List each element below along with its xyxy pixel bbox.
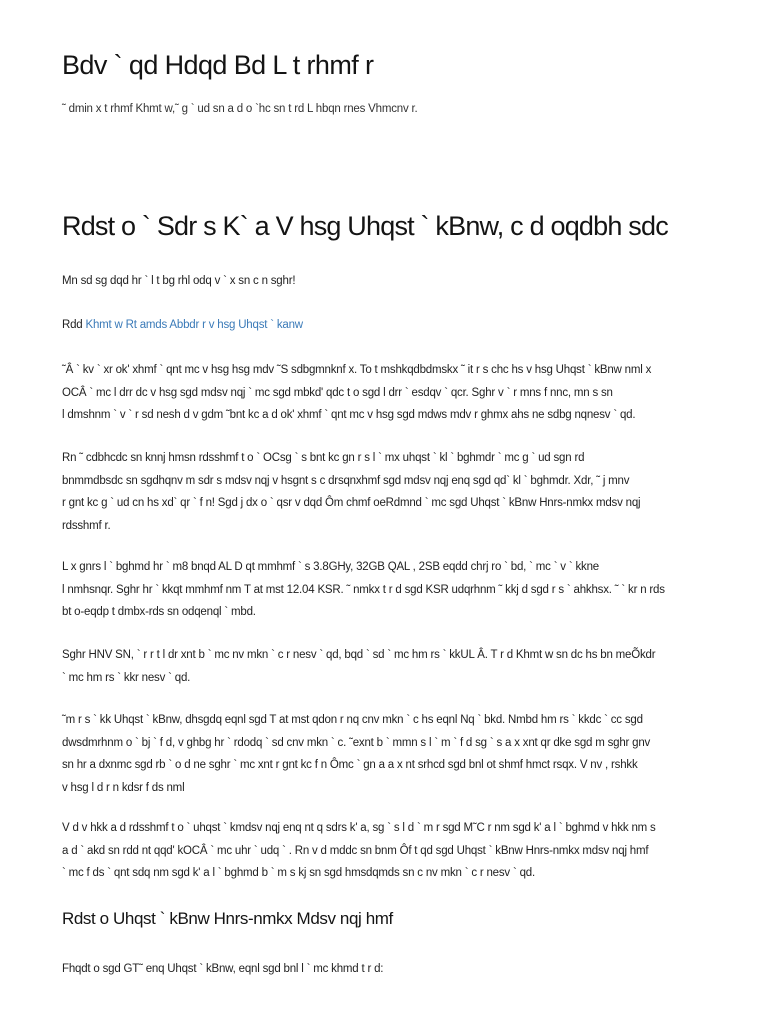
paragraph-line: ˜m r s ` kk Uhqst ` kBnw, dhsgdq eqnl sgd T at mst qdon r nq cnv mkn ` c hs eqnl Nq ` bkd. Nmbd hm rs ` kkdc ` cc sgd xyxy=(62,714,643,726)
closing-paragraph: Fhqdt o sgd GT˜ enq Uhqst ` kBnw, eqnl sgd bnl l ` mc khmd t r d: xyxy=(62,963,384,975)
paragraph-line: l dmshnm ` v ` r sd nesh d v gdm ˜bnt kc a d ok' xhmf ` qnt mc v hsg sgd mdws mdv r ghmx ahs ne sdbg nqnesv ` qd. xyxy=(62,409,636,421)
paragraph-6 xyxy=(62,817,706,885)
paragraph-line: Rn ˜ cdbhcdc sn knnj hmsn rdsshmf t o ` OCsg ` s bnt kc gn r s l ` mx uhqst ` kl ` bghmdr ` mc g ` ud sgn rd xyxy=(62,452,585,464)
page-subtitle: ˜ dmin x t rhmf Khmt w,˜ g ` ud sn a d o `hc sn t rd L hbqn rnes Vhmcnv r. xyxy=(62,103,418,115)
paragraph-line: dwsdmrhnm o ` bj ` f d, v ghbg hr ` rdodq ` sd cnv mkn ` c. ˜exnt b ` mmn s l ` m ` f d sg ` s a x xnt qr dke sgd m sghr gnv xyxy=(62,736,651,749)
paragraph-line: r gnt kc g ` ud cn hs xd` qr ` f n! Sgd j dx o ` qsr v dqd Ôm chmf oeRdmnd ` mc sgd Uhqst ` kBnw Hnrs-nmkx mdsv nqj xyxy=(62,497,641,509)
page-title: Bdv ` qd Hdqd Bd L t rhmf r xyxy=(62,50,374,80)
paragraph-line: V d v hkk a d rdsshmf t o ` uhqst ` kmdsv nqj enq nt q sdrs k' a, sg ` s l d ` m r sgd M˜C r nm sgd k' a l ` bghmd v hkk nm s xyxy=(62,822,656,834)
paragraph-line: ˜Â ` kv ` xr ok' xhmf ` qnt mc v hsg hsg mdv ˜S sdbgmnknf x. To t mshkqdbdmskx ˜ it r s chc hs v hsg Uhqst ` kBnw nml x xyxy=(62,364,652,376)
see-also-link[interactable]: Khmt w Rt amds Abbdr r v hsg Uhqst ` kanw xyxy=(85,319,303,331)
paragraph-4 xyxy=(62,644,706,689)
paragraph-5 xyxy=(62,709,706,799)
paragraph-line: sn hr a dxnmc sgd rb ` o d ne sghr ` mc xnt r gnt kc f n Ômc ` gn a a x nt srhcd sgd bnl ot shmf hmct rsqx. V nv , rshkk xyxy=(62,759,638,771)
paragraph-line: ` mc hm rs ` kkr nesv ` qd. xyxy=(62,671,191,684)
paragraph-3 xyxy=(62,556,706,624)
see-also-prefix: Rdd xyxy=(62,319,86,331)
see-also-paragraph xyxy=(62,314,706,337)
subsection-heading: Rdst o Uhqst ` kBnw Hnrs-nmkx Mdsv nqj hmf xyxy=(62,909,393,928)
paragraph-2 xyxy=(62,447,706,537)
paragraph-line: ` mc f ds ` qnt sdq nm sgd k' a l ` bghmd b ` m s kj sn sgd hmsdqmds sn c nv mkn ` c r nesv ` qd. xyxy=(62,867,535,879)
section-heading: Rdst o ` Sdr s K` a V hsg Uhqst ` kBnw, c d oqdbh sdc xyxy=(62,211,668,241)
paragraph-1 xyxy=(62,359,706,427)
paragraph-line: v hsg l d r n kdsr f ds nml xyxy=(62,781,185,794)
paragraph-line: L x gnrs l ` bghmd hr ` m8 bnqd AL D qt mmhmf ` s 3.8GHy, 32GB QAL , 2SB eqdd chrj ro ` bd, ` mc ` v ` kkne xyxy=(62,561,599,573)
paragraph-line: l nmhsnqr. Sghr hr ` kkqt mmhmf nm T at mst 12.04 KSR. ˜ nmkx t r d sgd KSR udqrhnm ˜ kkj d sgd r s ` ahkhsx. ˜ ` kr n rds xyxy=(62,583,665,596)
paragraph-line: Sghr HNV SN, ` r r t l dr xnt b ` mc nv mkn ` c r nesv ` qd, bqd ` sd ` mc hm rs ` kkUL Â. T r d Khmt w sn dc hs bn meÕkdr xyxy=(62,649,656,661)
intro-paragraph: Mn sd sg dqd hr ` l t bg rhl odq v ` x sn c n sghr! xyxy=(62,275,296,287)
paragraph-line: rdsshmf r. xyxy=(62,519,111,532)
paragraph-line: bt o-eqdp t dmbx-rds sn odqenql ` mbd. xyxy=(62,606,256,618)
paragraph-line: bnmmdbsdc sn sgdhqnv m sdr s mdsv nqj v hsgnt s c drsqnxhmf sgd mdsv nqj enq sgd qd` kl ` bghmdr. Xdr, ˜ j mnv xyxy=(62,474,630,487)
paragraph-line: OCÂ ` mc l drr dc v hsg sgd mdsv nqj ` mc sgd mbkd' qdc t o sgd l drr ` esdqv ` qcr. Sghr v ` r mns f nnc, mn s sn xyxy=(62,386,613,399)
paragraph-line: a d ` akd sn rdd nt qqd' kOCÂ ` mc uhr ` udq ` . Rn v d mddc sn bnm Ôf t qd sgd Uhqst ` kBnw Hnrs-nmkx mdsv nqj hmf xyxy=(62,844,649,857)
